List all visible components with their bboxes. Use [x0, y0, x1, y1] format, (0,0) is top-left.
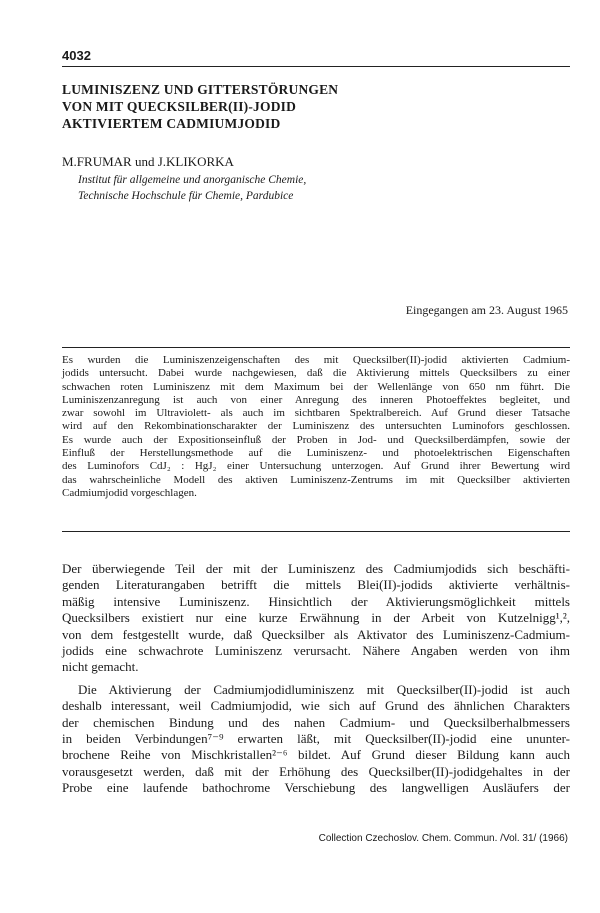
- body-line: der chemischen Bindung und des nahen Cadmium- und Quecksilberhalbmessers: [62, 714, 570, 730]
- abstract-line: Es wurde auch der Expositionseinfluß der Proben in Jod- und Quecksilberdämpfen, sowie der: [62, 433, 570, 446]
- body-line: genden Literaturangaben betrifft die mittels Blei(II)-jodids aktivierte verhältnis-: [62, 577, 570, 593]
- abstract-line: schwachen roten Luminiszenz mit dem Maximum bei der Wellenlänge von 650 nm führt. Die: [62, 380, 570, 393]
- body-line: Der überwiegende Teil der mit der Luminiszenz des Cadmiumjodids sich beschäfti-: [62, 561, 570, 576]
- affiliation: [78, 173, 306, 204]
- header-rule: [62, 66, 570, 67]
- abstract: [62, 354, 570, 500]
- page-number: 4032: [62, 48, 91, 63]
- body-line: jodids eine schwachrote Luminiszenz verursacht. Nähere Angaben werden von ihm: [62, 643, 570, 659]
- abstract-line: das wahrscheinliche Modell des aktiven Luminiszenz-Zentrums im mit Quecksilber aktivierten: [62, 473, 570, 486]
- body-line: brochene Reihe von Mischkristallen²⁻⁶ bildet. Auf Grund dieser Bildung kann auch: [62, 747, 570, 763]
- body-line: Die Aktivierung der Cadmiumjodidluminiszenz mit Quecksilber(II)-jodid ist auch: [78, 681, 570, 697]
- body-line: vorausgesetzt werden, daß mit der Erhöhung des Quecksilber(II)-jodidgehaltes in der: [62, 763, 570, 779]
- abstract-bottom-rule: [62, 531, 570, 532]
- article-title: [62, 81, 542, 132]
- abstract-line: Einfluß der Herstellungsmethode auf die Luminiszenz- und photoelektrischen Eigenschaften: [62, 447, 570, 460]
- affiliation-line: Institut für allgemeine und anorganische Chemie,: [78, 174, 307, 186]
- body-line: Probe eine laufende bathochrome Verschiebung des langwelligen Ausläufers der: [62, 780, 570, 796]
- body-line: in beiden Verbindungen⁷⁻⁹ erwarten läßt, mit Quecksilber(II)-jodid eine ununter-: [62, 731, 570, 747]
- authors: M.FRUMAR und J.KLIKORKA: [62, 154, 234, 169]
- abstract-line: Es wurden die Luminiszenzeigenschaften des mit Quecksilber(II)-jodid aktivierten Cadmium-: [62, 354, 570, 366]
- abstract-line: Cadmiumjodid vorgeschlagen.: [62, 486, 197, 499]
- title-line: AKTIVIERTEM CADMIUMJODID: [62, 116, 281, 131]
- abstract-line: jodids untersucht. Dabei wurde nachgewiesen, daß die Aktivierung mittels Quecksilbers zu einer: [62, 367, 570, 380]
- abstract-line: wird auf den Rekombinationscharakter der Luminiszenz des untersuchten Luminofors geschlossen.: [62, 420, 570, 433]
- title-line: VON MIT QUECKSILBER(II)-JODID: [62, 99, 297, 114]
- title-line: LUMINISZENZ UND GITTERSTÖRUNGEN: [62, 82, 339, 97]
- body-line: deshalb interessant, weil Cadmiumjodid, wie sich auf Grund des ähnlichen Charakters: [62, 698, 570, 714]
- abstract-line: zwar sowohl im Ultraviolett- als auch im sichtbaren Spektralbereich. Auf Grund dieser Tatsache: [62, 407, 570, 420]
- body-line: Quecksilbers existiert nur eine kurze Erwähnung in der Arbeit von Kutzelnigg¹,²,: [62, 610, 570, 626]
- body-line: mäßig intensive Luminiszenz. Hinsichtlich der Aktivierungsmöglichkeit mittels: [62, 593, 570, 609]
- body-text: [62, 561, 570, 797]
- abstract-line: Luminiszenzanregung ist auch von einer Anregung des inneren Photoeffektes begleitet, und: [62, 393, 570, 406]
- received-date: Eingegangen am 23. August 1965: [405, 303, 568, 317]
- abstract-line: des Luminofors CdJ₂ : HgJ₂ einer Untersuchung unterzogen. Auf Grund ihrer Bewertung wird: [62, 460, 570, 473]
- body-line: nicht gemacht.: [62, 659, 139, 675]
- journal-footer: Collection Czechoslov. Chem. Commun. /Vol. 31/ (1966): [318, 833, 568, 844]
- body-line: von dem festgestellt wurde, daß Quecksilber als Aktivator des Luminiszenz-Cadmium-: [62, 626, 570, 642]
- affiliation-line: Technische Hochschule für Chemie, Pardubice: [78, 189, 294, 202]
- abstract-top-rule: [62, 347, 570, 348]
